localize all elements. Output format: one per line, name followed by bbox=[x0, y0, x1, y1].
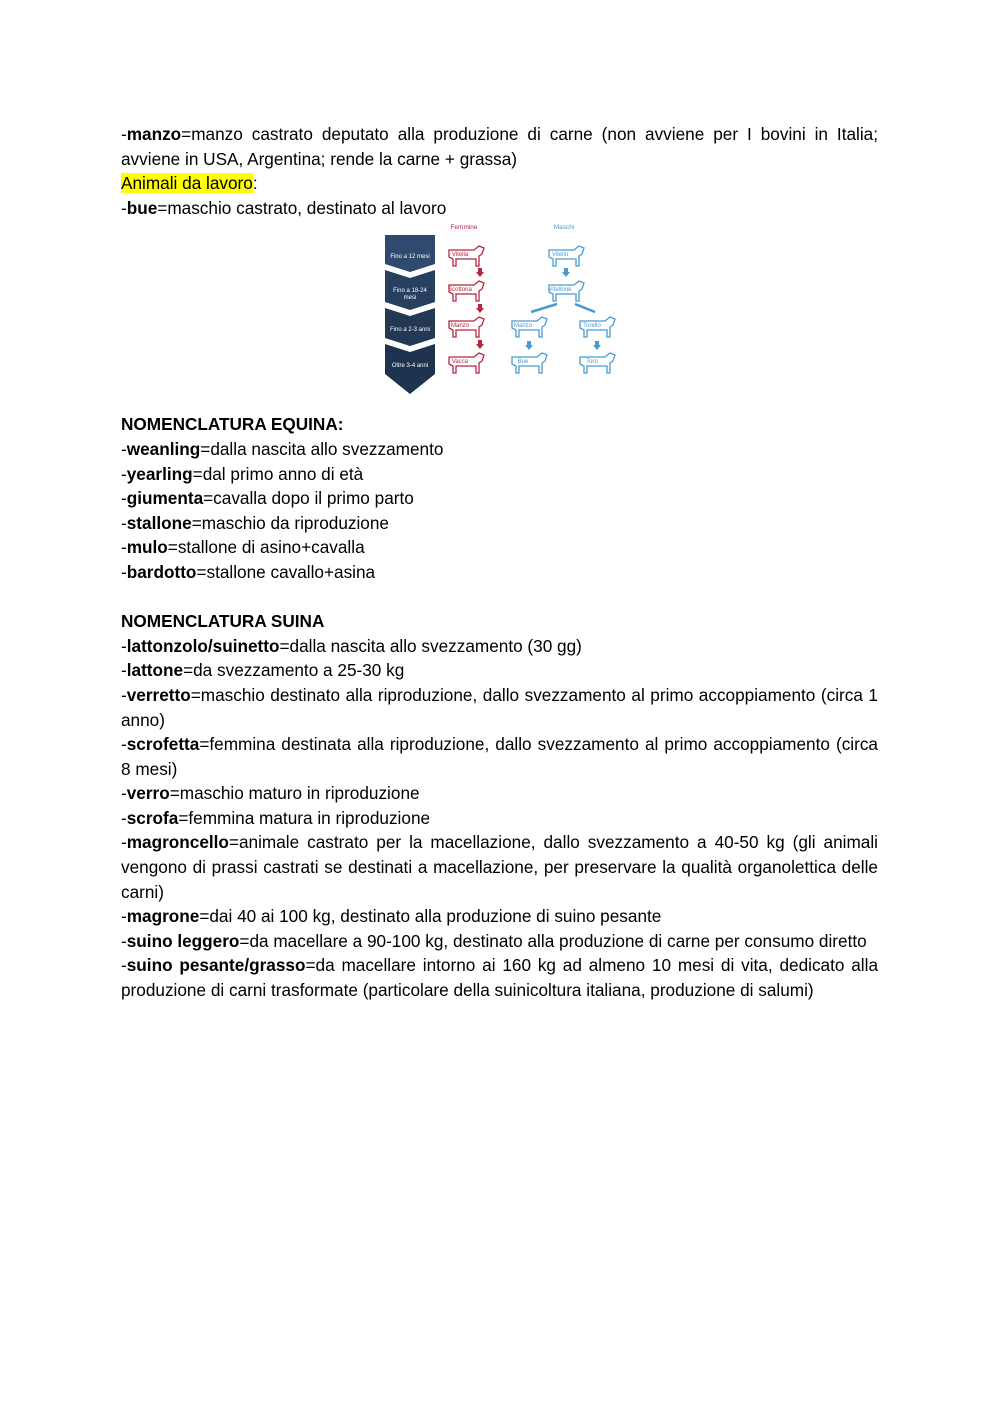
female-column-header: Femmine bbox=[450, 224, 478, 232]
list-item: -stallone=maschio da riproduzione bbox=[121, 512, 389, 533]
spacer bbox=[121, 585, 878, 610]
term: lattone bbox=[126, 660, 184, 681]
term: giumenta bbox=[126, 488, 204, 509]
term: weanling bbox=[126, 438, 201, 459]
male-label-4: Torello bbox=[583, 323, 601, 330]
diagram-svg bbox=[385, 222, 621, 400]
list-item: -giumenta=cavalla dopo il primo parto bbox=[121, 488, 414, 509]
suina-title bbox=[121, 609, 878, 634]
lavoro-heading-line bbox=[121, 171, 878, 196]
female-label-3: Manzo bbox=[450, 323, 470, 330]
list-item: -mulo=stallone di asino+cavalla bbox=[121, 537, 365, 558]
stage-label-4: Oltre 3-4 anni bbox=[391, 363, 429, 370]
definition: =femmina matura in riproduzione bbox=[178, 807, 431, 828]
cattle-nomenclature-diagram bbox=[121, 222, 878, 400]
term: yearling bbox=[126, 463, 193, 484]
stage-chevron-4 bbox=[385, 344, 435, 394]
definition: =dai 40 ai 100 kg, destinato alla produzione di suino pesante bbox=[199, 906, 662, 927]
manzo-term: manzo bbox=[126, 124, 182, 144]
list-item: -yearling=dal primo anno di età bbox=[121, 463, 364, 484]
female-arrow-3 bbox=[476, 340, 484, 349]
manzo-entry: -manzo=manzo castrato deputato alla produzione di carne (non avviene per I bovini in Italia; avviene in USA, Argentina; rende la carne + grassa) bbox=[121, 124, 878, 169]
female-label-4: Vacca bbox=[451, 359, 469, 366]
stage-label-2b: mesi bbox=[403, 295, 417, 302]
stage-label-1: Fino a 12 mesi bbox=[390, 254, 430, 261]
definition: =maschio da riproduzione bbox=[191, 512, 389, 533]
equina-title bbox=[121, 412, 878, 437]
female-arrow-2 bbox=[476, 304, 484, 313]
lavoro-colon: : bbox=[252, 173, 258, 194]
female-label-1: Vitella bbox=[451, 252, 469, 259]
female-label-2: Scottona bbox=[448, 287, 472, 294]
male-arrow-2 bbox=[531, 304, 557, 312]
definition: =femmina destinata alla riproduzione, dallo svezzamento al primo accoppiamento (circa 8 mesi) bbox=[121, 734, 878, 779]
definition: =da macellare a 90-100 kg, destinato alla produzione di carne per consumo diretto bbox=[239, 930, 867, 951]
definition: =dalla nascita allo svezzamento bbox=[200, 438, 444, 459]
definition: =animale castrato per la macellazione, dallo svezzamento a 40-50 kg (gli animali vengono di prassi castrati se destinati a macellazione, per preservare la qualità organolettica delle carni) bbox=[121, 832, 878, 902]
list-item: -scrofa=femmina matura in riproduzione bbox=[121, 807, 431, 828]
male-label-5: Bue bbox=[517, 359, 529, 366]
bue-term: bue bbox=[126, 197, 158, 218]
male-arrow-3 bbox=[575, 304, 595, 312]
stage-label-3: Fino a 2-3 anni bbox=[389, 327, 431, 334]
list-item: -scrofetta=femmina destinata alla riproduzione, dallo svezzamento al primo accoppiamento (circa 8 mesi) bbox=[121, 734, 878, 779]
stage-label-2a: Fino a 18-24 bbox=[393, 288, 427, 295]
definition: =stallone cavallo+asina bbox=[196, 561, 376, 582]
bue-definition: =maschio castrato, destinato al lavoro bbox=[157, 197, 447, 218]
list-item: -lattone=da svezzamento a 25-30 kg bbox=[121, 660, 405, 681]
bue-entry: -bue=maschio castrato, destinato al lavoro bbox=[121, 197, 447, 218]
definition: =stallone di asino+cavalla bbox=[167, 537, 365, 558]
female-arrow-1 bbox=[476, 268, 484, 277]
list-item: -verro=maschio maturo in riproduzione bbox=[121, 783, 420, 804]
list-item: -suino leggero=da macellare a 90-100 kg, destinato alla produzione di carne per consumo diretto bbox=[121, 930, 867, 951]
male-column-header: Maschi bbox=[553, 224, 575, 232]
list-item: -magrone=dai 40 ai 100 kg, destinato alla produzione di suino pesante bbox=[121, 906, 662, 927]
list-item: -suino pesante/grasso=da macellare intorno ai 160 kg ad almeno 10 mesi di vita, dedicato alla produzione di carni trasformate (particolare della suinicoltura italiana, produzione di salumi) bbox=[121, 955, 879, 1001]
term: mulo bbox=[126, 537, 168, 558]
list-item: -magroncello=animale castrato per la macellazione, dallo svezzamento a 40-50 kg (gli animali vengono di prassi castrati se destinati a macellazione, per preservare la qualità organolettica delle carni) bbox=[121, 832, 878, 902]
lavoro-heading: Animali da lavoro bbox=[121, 173, 253, 194]
term: magrone bbox=[126, 906, 200, 927]
definition: =dalla nascita allo svezzamento (30 gg) bbox=[279, 635, 582, 656]
term: bardotto bbox=[126, 561, 197, 582]
term: scrofa bbox=[126, 807, 179, 828]
list-item: -weanling=dalla nascita allo svezzamento bbox=[121, 438, 444, 459]
equina-title-text: NOMENCLATURA EQUINA: bbox=[121, 414, 344, 435]
term: scrofetta bbox=[126, 734, 200, 755]
term: verro bbox=[126, 783, 170, 804]
document-page bbox=[121, 122, 878, 1003]
definition: =cavalla dopo il primo parto bbox=[203, 488, 414, 509]
list-item: -verretto=maschio destinato alla riproduzione, dallo svezzamento al primo accoppiamento (circa 1 anno) bbox=[121, 684, 878, 730]
term: lattonzolo/suinetto bbox=[126, 635, 280, 656]
male-label-1: Vitello bbox=[551, 252, 569, 259]
definition: =maschio destinato alla riproduzione, dallo svezzamento al primo accoppiamento (circa 1 anno) bbox=[121, 684, 878, 730]
suina-title-text: NOMENCLATURA SUINA bbox=[121, 611, 325, 632]
male-arrow-4 bbox=[525, 341, 533, 350]
list-item: -lattonzolo/suinetto=dalla nascita allo svezzamento (30 gg) bbox=[121, 635, 582, 656]
definition: =dal primo anno di età bbox=[192, 463, 364, 484]
male-arrow-1 bbox=[562, 268, 570, 277]
definition: =maschio maturo in riproduzione bbox=[169, 783, 420, 804]
male-arrow-5 bbox=[593, 341, 601, 350]
term: suino pesante/grasso bbox=[126, 955, 306, 976]
definition: =da macellare intorno ai 160 kg ad almeno 10 mesi di vita, dedicato alla produzione di carni trasformate (particolare della suinicoltura italiana, produzione di salumi) bbox=[121, 955, 879, 1001]
male-label-3: Manzo bbox=[513, 323, 533, 330]
term: verretto bbox=[126, 684, 191, 705]
equina-list bbox=[121, 437, 878, 585]
definition: =da svezzamento a 25-30 kg bbox=[183, 660, 405, 681]
term: stallone bbox=[126, 512, 192, 533]
term: magroncello bbox=[126, 832, 229, 853]
term: suino leggero bbox=[126, 930, 240, 951]
list-item: -bardotto=stallone cavallo+asina bbox=[121, 561, 376, 582]
suina-list bbox=[121, 634, 878, 1003]
male-label-2: Vitellone bbox=[548, 287, 572, 294]
male-label-6: Toro bbox=[586, 359, 598, 366]
manzo-definition: =manzo castrato deputato alla produzione di carne (non avviene per I bovini in Italia; avviene in USA, Argentina; rende la carne + grassa) bbox=[121, 124, 878, 169]
